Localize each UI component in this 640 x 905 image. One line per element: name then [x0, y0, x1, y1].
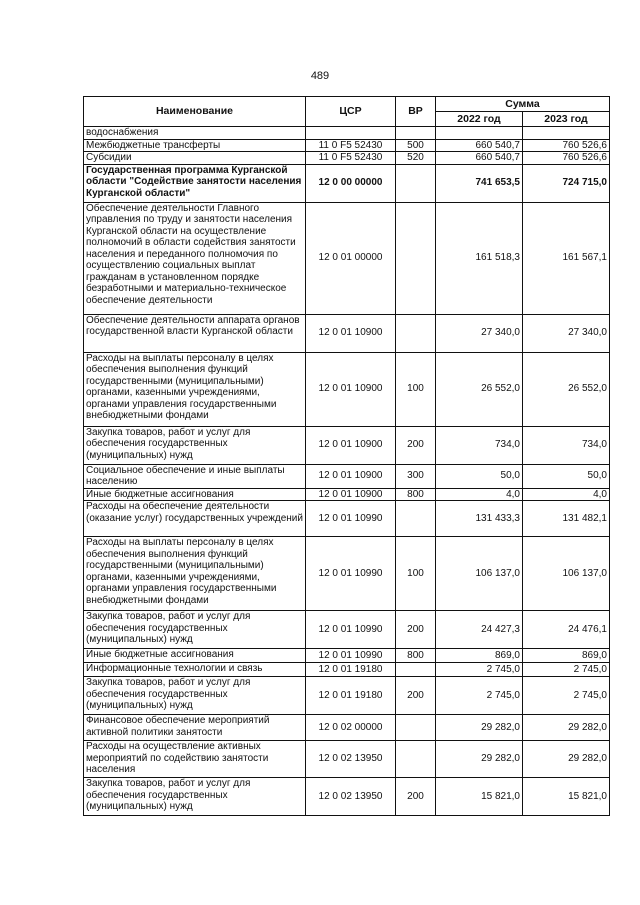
row-sum-2023-cell: 131 482,1: [523, 501, 610, 537]
row-csr-cell: 12 0 01 00000: [306, 202, 396, 314]
row-name-cell: Расходы на осуществление активных мероприятий по содействию занятости населения: [84, 741, 306, 778]
table-body: [84, 127, 610, 816]
table-row: [84, 741, 610, 778]
row-sum-2022-cell: 869,0: [436, 649, 523, 663]
row-sum-2023-cell: 724 715,0: [523, 164, 610, 202]
row-name-cell: Закупка товаров, работ и услуг для обеспечения государственных (муниципальных) нужд: [84, 611, 306, 649]
row-sum-2023-cell: 2 745,0: [523, 677, 610, 715]
row-csr-cell: 12 0 01 10990: [306, 649, 396, 663]
row-sum-2022-cell: 131 433,3: [436, 501, 523, 537]
row-sum-2023-cell: 29 282,0: [523, 715, 610, 741]
row-vr-cell: [396, 741, 436, 778]
row-vr-cell: [396, 164, 436, 202]
row-vr-cell: 520: [396, 152, 436, 165]
page-number: 489: [310, 70, 330, 82]
row-sum-2022-cell: 2 745,0: [436, 663, 523, 677]
row-vr-cell: 200: [396, 611, 436, 649]
row-csr-cell: 12 0 01 19180: [306, 663, 396, 677]
table-row: [84, 649, 610, 663]
row-name-cell: Информационные технологии и связь: [84, 663, 306, 677]
row-csr-cell: 12 0 00 00000: [306, 164, 396, 202]
table-row: [84, 426, 610, 464]
row-sum-2023-cell: 760 526,6: [523, 152, 610, 165]
row-sum-2023-cell: 29 282,0: [523, 741, 610, 778]
row-sum-2022-cell: 106 137,0: [436, 537, 523, 611]
row-sum-2022-cell: 741 653,5: [436, 164, 523, 202]
table-row: [84, 314, 610, 352]
table-row: [84, 537, 610, 611]
row-sum-2022-cell: 2 745,0: [436, 677, 523, 715]
row-sum-2022-cell: 734,0: [436, 426, 523, 464]
row-sum-2022-cell: 4,0: [436, 488, 523, 501]
row-csr-cell: 11 0 F5 52430: [306, 139, 396, 152]
row-name-cell: Субсидии: [84, 152, 306, 165]
row-sum-2023-cell: 760 526,6: [523, 139, 610, 152]
row-csr-cell: 12 0 01 10900: [306, 464, 396, 488]
row-name-cell: Закупка товаров, работ и услуг для обеспечения государственных (муниципальных) нужд: [84, 677, 306, 715]
header-vr: ВР: [396, 97, 436, 127]
row-sum-2022-cell: 29 282,0: [436, 715, 523, 741]
row-csr-cell: 11 0 F5 52430: [306, 152, 396, 165]
row-csr-cell: 12 0 01 19180: [306, 677, 396, 715]
header-sum: Сумма: [436, 97, 610, 112]
row-name-cell: Закупка товаров, работ и услуг для обеспечения государственных (муниципальных) нужд: [84, 426, 306, 464]
row-name-cell: Обеспечение деятельности аппарата органов государственной власти Курганской области: [84, 314, 306, 352]
row-sum-2023-cell: 50,0: [523, 464, 610, 488]
row-sum-2023-cell: 26 552,0: [523, 352, 610, 426]
row-sum-2023-cell: 161 567,1: [523, 202, 610, 314]
row-vr-cell: 800: [396, 649, 436, 663]
row-sum-2022-cell: 29 282,0: [436, 741, 523, 778]
header-csr: ЦСР: [306, 97, 396, 127]
row-sum-2022-cell: 27 340,0: [436, 314, 523, 352]
row-vr-cell: 200: [396, 426, 436, 464]
row-vr-cell: [396, 663, 436, 677]
table-row: [84, 127, 610, 140]
table-row: [84, 611, 610, 649]
row-sum-2022-cell: 161 518,3: [436, 202, 523, 314]
row-name-cell: Расходы на выплаты персоналу в целях обеспечения выполнения функций государственными (муниципальными) органами, казенными учреждениями, органами управления государственными внебюджетными фондами: [84, 537, 306, 611]
row-vr-cell: [396, 127, 436, 140]
table-row: [84, 164, 610, 202]
table-header: [84, 97, 610, 127]
row-sum-2023-cell: 869,0: [523, 649, 610, 663]
table-row: [84, 778, 610, 816]
row-name-cell: Расходы на выплаты персоналу в целях обеспечения выполнения функций государственными (муниципальными) органами, казенными учреждениями, органами управления государственными внебюджетными фондами: [84, 352, 306, 426]
row-sum-2023-cell: [523, 127, 610, 140]
row-csr-cell: 12 0 01 10900: [306, 488, 396, 501]
row-name-cell: Иные бюджетные ассигнования: [84, 488, 306, 501]
row-csr-cell: 12 0 01 10990: [306, 501, 396, 537]
row-sum-2022-cell: 26 552,0: [436, 352, 523, 426]
row-vr-cell: 300: [396, 464, 436, 488]
row-name-cell: Государственная программа Курганской области "Содействие занятости населения Курганской области": [84, 164, 306, 202]
row-sum-2023-cell: 734,0: [523, 426, 610, 464]
row-csr-cell: 12 0 02 00000: [306, 715, 396, 741]
row-sum-2022-cell: [436, 127, 523, 140]
row-vr-cell: [396, 314, 436, 352]
row-sum-2023-cell: 106 137,0: [523, 537, 610, 611]
row-csr-cell: [306, 127, 396, 140]
row-name-cell: Финансовое обеспечение мероприятий активной политики занятости: [84, 715, 306, 741]
row-vr-cell: 200: [396, 677, 436, 715]
row-csr-cell: 12 0 02 13950: [306, 778, 396, 816]
row-sum-2023-cell: 2 745,0: [523, 663, 610, 677]
row-vr-cell: 200: [396, 778, 436, 816]
row-csr-cell: 12 0 01 10990: [306, 537, 396, 611]
table-row: [84, 663, 610, 677]
row-vr-cell: 100: [396, 352, 436, 426]
table-row: [84, 488, 610, 501]
row-name-cell: Социальное обеспечение и иные выплаты населению: [84, 464, 306, 488]
table-row: [84, 677, 610, 715]
row-name-cell: Расходы на обеспечение деятельности (оказание услуг) государственных учреждений: [84, 501, 306, 537]
header-year-2022: 2022 год: [436, 112, 523, 127]
row-sum-2022-cell: 50,0: [436, 464, 523, 488]
row-vr-cell: [396, 202, 436, 314]
row-csr-cell: 12 0 02 13950: [306, 741, 396, 778]
header-year-2023: 2023 год: [523, 112, 610, 127]
row-name-cell: Обеспечение деятельности Главного управления по труду и занятости населения Курганской области на осуществление полномочий в области содействия занятости населения и переданного полномочия по осуществлению социальных выплат гражданам в установленном порядке безработными и материально-техническое обеспечение деятельности: [84, 202, 306, 314]
table-row: [84, 152, 610, 165]
row-csr-cell: 12 0 01 10900: [306, 352, 396, 426]
row-sum-2022-cell: 660 540,7: [436, 139, 523, 152]
header-name: Наименование: [84, 97, 306, 127]
row-vr-cell: [396, 715, 436, 741]
row-sum-2023-cell: 24 476,1: [523, 611, 610, 649]
row-name-cell: Межбюджетные трансферты: [84, 139, 306, 152]
table-row: [84, 352, 610, 426]
row-csr-cell: 12 0 01 10900: [306, 426, 396, 464]
row-csr-cell: 12 0 01 10990: [306, 611, 396, 649]
table-row: [84, 501, 610, 537]
row-sum-2022-cell: 660 540,7: [436, 152, 523, 165]
row-vr-cell: 800: [396, 488, 436, 501]
row-vr-cell: 100: [396, 537, 436, 611]
table-row: [84, 202, 610, 314]
row-csr-cell: 12 0 01 10900: [306, 314, 396, 352]
row-sum-2023-cell: 27 340,0: [523, 314, 610, 352]
table-row: [84, 715, 610, 741]
row-vr-cell: [396, 501, 436, 537]
row-sum-2023-cell: 15 821,0: [523, 778, 610, 816]
row-sum-2023-cell: 4,0: [523, 488, 610, 501]
row-vr-cell: 500: [396, 139, 436, 152]
row-sum-2022-cell: 24 427,3: [436, 611, 523, 649]
row-sum-2022-cell: 15 821,0: [436, 778, 523, 816]
row-name-cell: Закупка товаров, работ и услуг для обеспечения государственных (муниципальных) нужд: [84, 778, 306, 816]
row-name-cell: Иные бюджетные ассигнования: [84, 649, 306, 663]
budget-table: [83, 96, 610, 816]
table-row: [84, 464, 610, 488]
table-row: [84, 139, 610, 152]
row-name-cell: водоснабжения: [84, 127, 306, 140]
